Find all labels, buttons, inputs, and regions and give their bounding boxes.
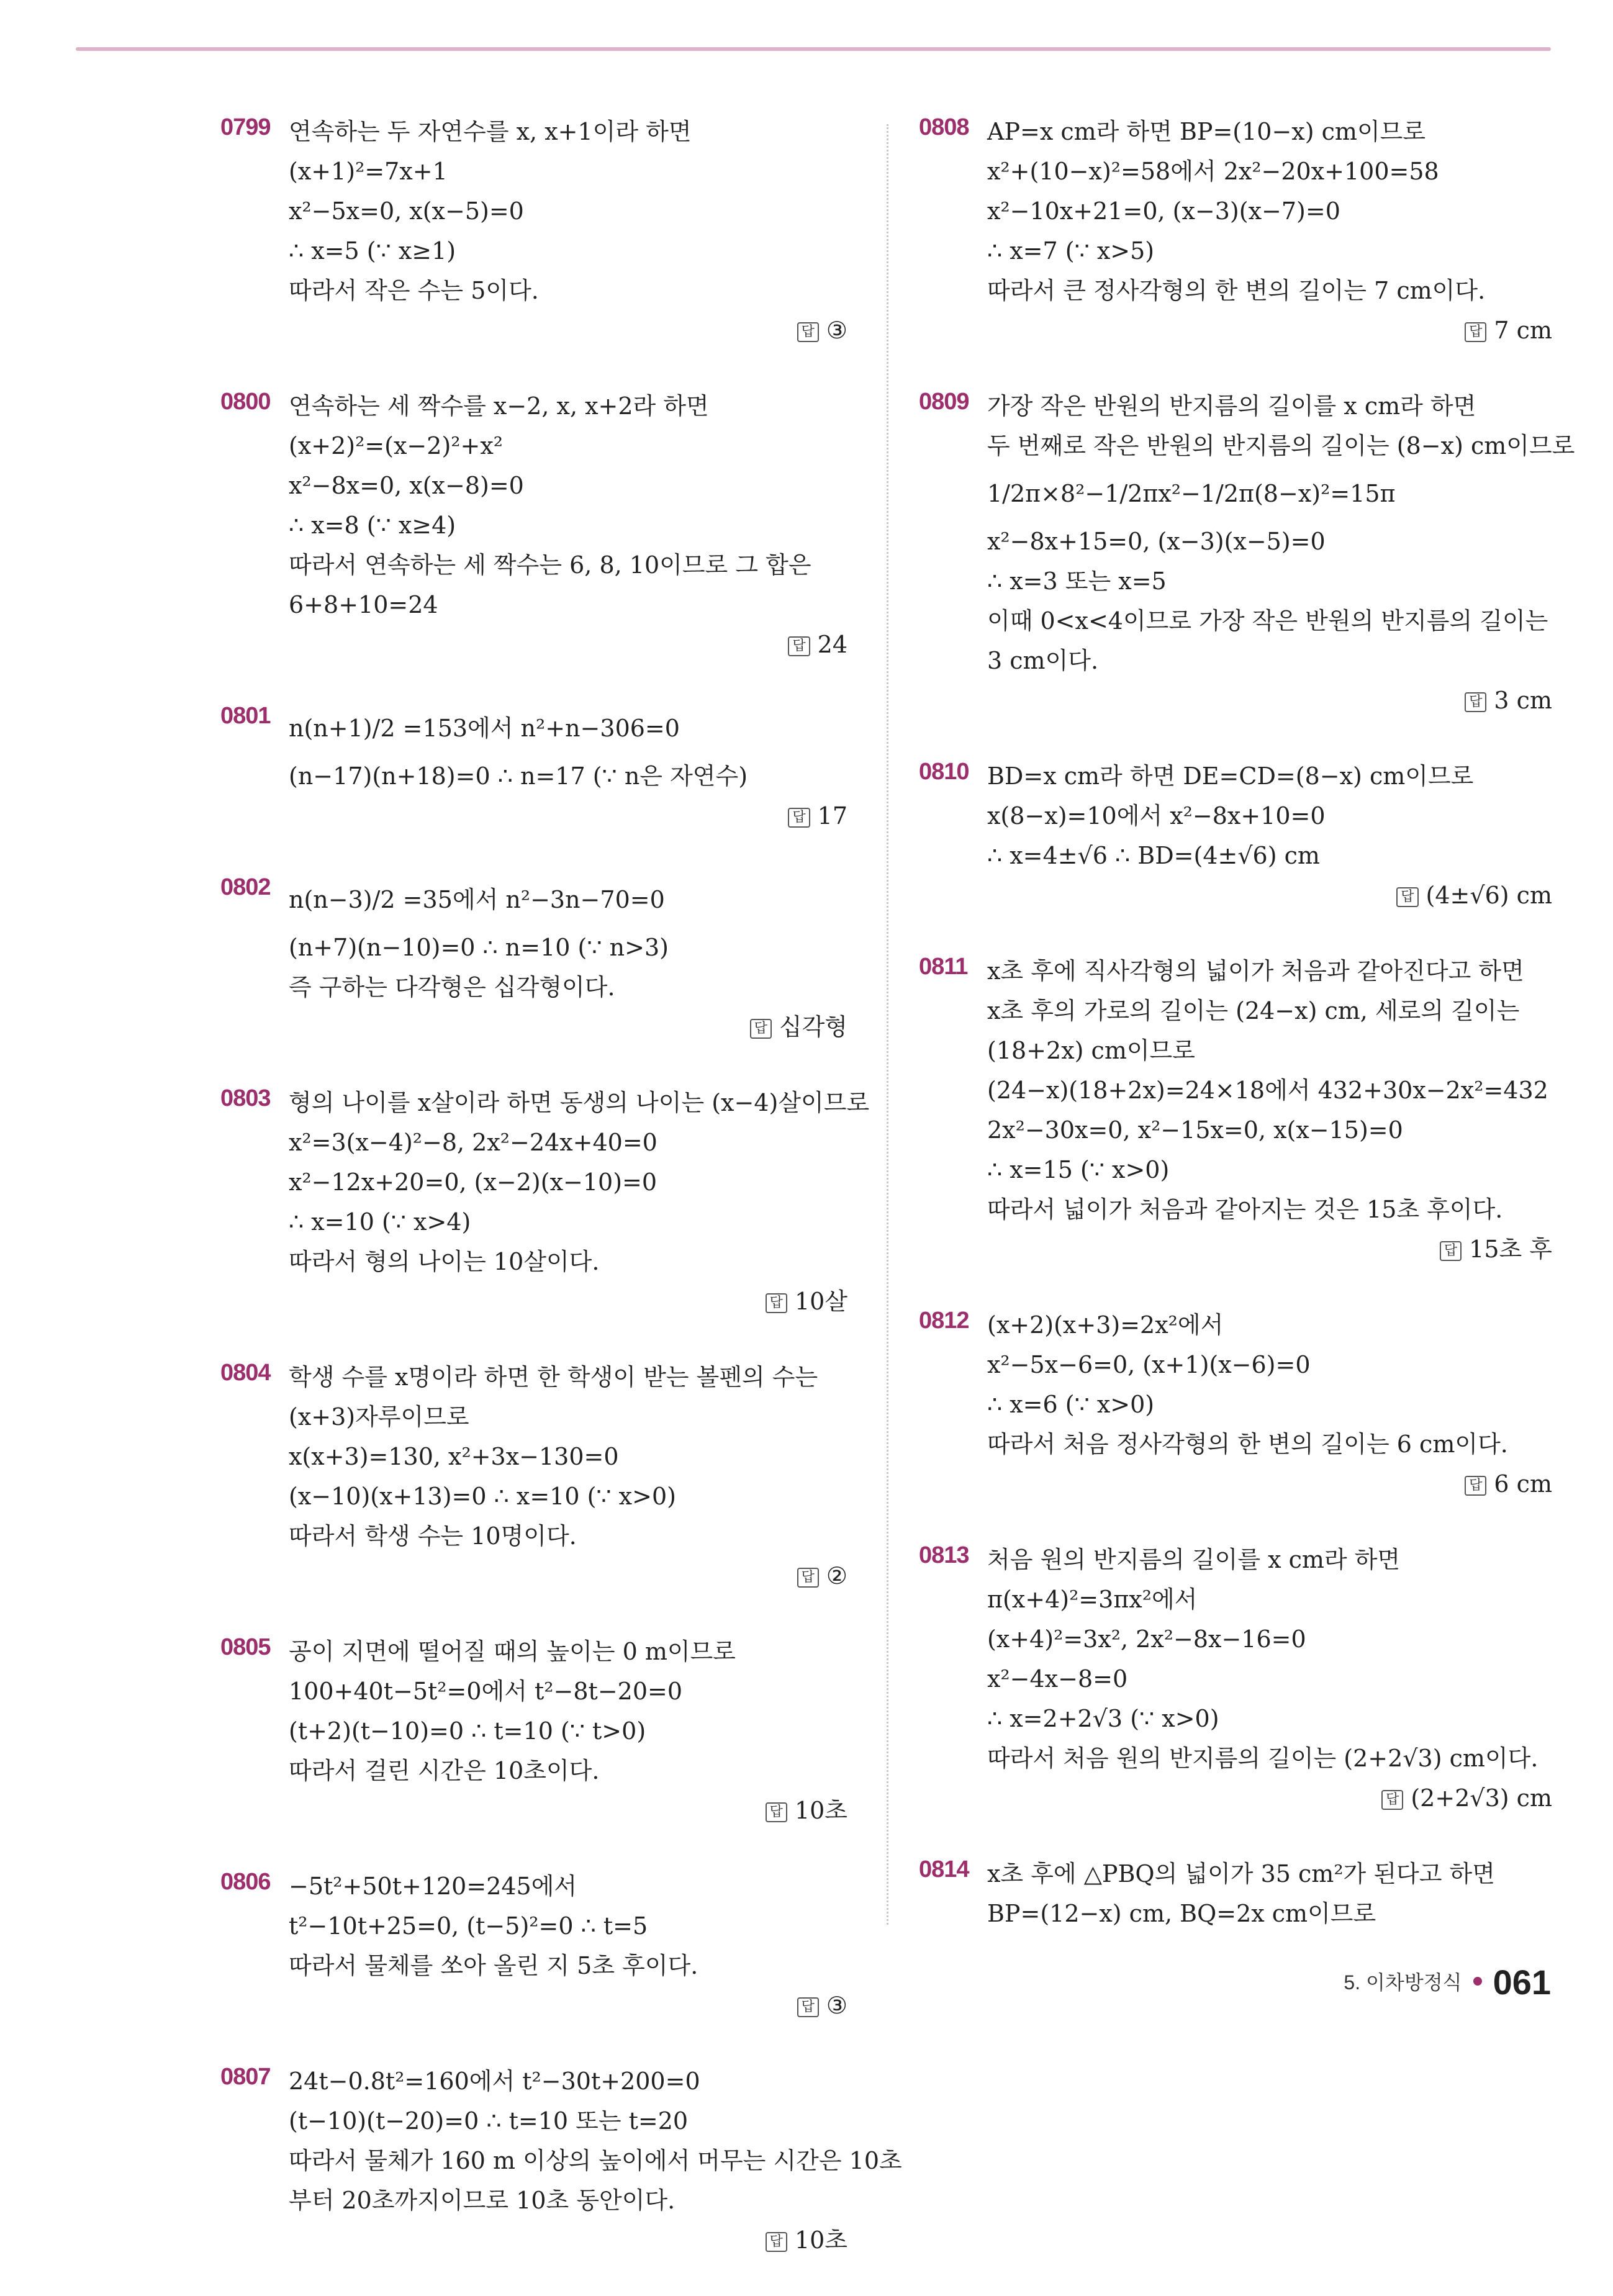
answer (987, 1778, 1552, 1818)
solution-line: 100+40t−5t²=0에서 t²−8t−20=0 (289, 1678, 683, 1705)
solution-line: (x−10)(x+13)=0 ∴ x=10 (∵ x>0) (289, 1483, 676, 1510)
problem-0805 (220, 1632, 847, 1830)
solution-line: (24−x)(18+2x)=24×18에서 432+30x−2x²=432 (987, 1077, 1548, 1104)
answer (289, 2220, 847, 2260)
answer-badge: 답 (797, 1997, 819, 2017)
solution-line: n(n+1)/2 =153에서 n²+n−306=0 (289, 715, 680, 742)
solution-line: 1/2π×8²−1/2πx²−1/2π(8−x)²=15π (987, 480, 1396, 507)
solution-line: −5t²+50t+120=245에서 (289, 1873, 577, 1900)
problem-number: 0804 (220, 1360, 271, 1386)
solution-line: 가장 작은 반원의 반지름의 길이를 x cm라 하면 (987, 392, 1476, 420)
solution-line: 연속하는 두 자연수를 x, x+1이라 하면 (289, 118, 692, 145)
page-number: 061 (1493, 1963, 1551, 2002)
solution-line: ∴ x=10 (∵ x>4) (289, 1208, 471, 1236)
answer (987, 1464, 1552, 1504)
solution-line: 두 번째로 작은 반원의 반지름의 길이는 (8−x) cm이므로 (987, 432, 1575, 459)
top-rule (76, 47, 1551, 51)
problem-0800 (220, 386, 847, 664)
solution-line: BD=x cm라 하면 DE=CD=(8−x) cm이므로 (987, 762, 1474, 790)
problem-number: 0809 (919, 389, 969, 415)
solution-line: 공이 지면에 떨어질 때의 높이는 0 m이므로 (289, 1638, 736, 1665)
answer (289, 310, 847, 350)
answer-badge: 답 (797, 1568, 819, 1588)
solution-line: (n−17)(n+18)=0 ∴ n=17 (∵ n은 자연수) (289, 762, 748, 790)
solution-line: 따라서 물체를 쏘아 올린 지 5초 후이다. (289, 1952, 698, 1979)
answer-value: (2+2√3) cm (1411, 1784, 1552, 1812)
problem-number: 0808 (919, 114, 969, 140)
solution-line: (t−10)(t−20)=0 ∴ t=10 또는 t=20 (289, 2107, 689, 2135)
problem-0809 (919, 386, 1575, 720)
problem-number: 0812 (919, 1308, 969, 1334)
problem-gap (220, 2025, 847, 2061)
solution-line: x²−12x+20=0, (x−2)(x−10)=0 (289, 1168, 657, 1196)
problem-gap (919, 1269, 1552, 1305)
problem-0813 (919, 1540, 1552, 1818)
answer-value: 15초 후 (1469, 1236, 1552, 1263)
answer (987, 875, 1552, 915)
solution-line: (18+2x) cm이므로 (987, 1037, 1195, 1064)
solution-line: x²=3(x−4)²−8, 2x²−24x+40=0 (289, 1129, 657, 1156)
answer-value: 17 (817, 802, 847, 829)
answer-value: 10초 (794, 1797, 847, 1824)
answer-badge: 답 (788, 636, 810, 656)
solution-line: t²−10t+25=0, (t−5)²=0 ∴ t=5 (289, 1912, 648, 1940)
solution-line: 따라서 큰 정사각형의 한 변의 길이는 7 cm이다. (987, 277, 1486, 304)
solution-line: x²−5x−6=0, (x+1)(x−6)=0 (987, 1351, 1311, 1378)
solution-line: 따라서 처음 원의 반지름의 길이는 (2+2√3) cm이다. (987, 1745, 1538, 1772)
problem-gap (220, 1830, 847, 1866)
answer-badge: 답 (1465, 322, 1486, 342)
problem-gap (220, 1321, 847, 1357)
problem-number: 0802 (220, 874, 271, 900)
answer-badge: 답 (1381, 1790, 1403, 1810)
solution-line: n(n−3)/2 =35에서 n²−3n−70=0 (289, 886, 665, 913)
solution-line: AP=x cm라 하면 BP=(10−x) cm이므로 (987, 118, 1426, 145)
problem-number: 0803 (220, 1085, 271, 1111)
solution-line: 따라서 연속하는 세 짝수는 6, 8, 10이므로 그 합은 (289, 551, 811, 579)
answer (289, 796, 847, 836)
problem-gap (919, 350, 1552, 386)
answer (289, 1556, 847, 1596)
solution-line: (x+3)자루이므로 (289, 1403, 469, 1430)
solution-line: 따라서 넓이가 처음과 같아지는 것은 15초 후이다. (987, 1196, 1503, 1223)
answer-badge: 답 (766, 1802, 787, 1822)
solution-line: x(x+3)=130, x²+3x−130=0 (289, 1443, 619, 1470)
problem-number: 0810 (919, 759, 969, 785)
solution-line: 따라서 물체가 160 m 이상의 높이에서 머무는 시간은 10초 (289, 2147, 902, 2174)
solution-line: x²−5x=0, x(x−5)=0 (289, 197, 524, 225)
solution-line: ∴ x=8 (∵ x≥4) (289, 512, 456, 539)
solution-line: (x+2)(x+3)=2x²에서 (987, 1311, 1224, 1339)
problem-number: 0807 (220, 2064, 271, 2090)
problem-gap (220, 836, 847, 872)
problem-gap (220, 664, 847, 700)
answer (987, 680, 1552, 720)
column-divider (887, 124, 888, 1925)
problem-gap (919, 720, 1552, 756)
answer-badge: 답 (766, 1293, 787, 1313)
solution-line: (x+2)²=(x−2)²+x² (289, 432, 504, 459)
problem-number: 0800 (220, 389, 271, 415)
solution-line: (t+2)(t−10)=0 ∴ t=10 (∵ t>0) (289, 1717, 646, 1745)
problem-gap (220, 1047, 847, 1083)
problem-number: 0801 (220, 703, 271, 729)
answer (289, 1007, 847, 1047)
problem-gap (919, 1504, 1552, 1540)
answer-value: ③ (826, 317, 847, 344)
solution-line: ∴ x=4±√6 ∴ BD=(4±√6) cm (987, 842, 1320, 869)
solution-line: 2x²−30x=0, x²−15x=0, x(x−15)=0 (987, 1116, 1403, 1144)
answer-badge: 답 (750, 1019, 772, 1039)
solution-line: ∴ x=6 (∵ x>0) (987, 1391, 1155, 1418)
problem-0811 (919, 951, 1552, 1269)
solution-line: ∴ x=3 또는 x=5 (987, 567, 1167, 595)
answer-value: 3 cm (1494, 687, 1552, 714)
answer-value: ② (826, 1562, 847, 1589)
answer (289, 1986, 847, 2025)
solution-line: x²−8x=0, x(x−8)=0 (289, 472, 524, 499)
answer-badge: 답 (1440, 1241, 1462, 1261)
problem-0804 (220, 1357, 847, 1596)
solution-line: 이때 0<x<4이므로 가장 작은 반원의 반지름의 길이는 (987, 607, 1548, 635)
solution-line: ∴ x=7 (∵ x>5) (987, 237, 1155, 264)
solution-line: x초 후의 가로의 길이는 (24−x) cm, 세로의 길이는 (987, 997, 1520, 1024)
answer-value: 10살 (794, 1288, 847, 1315)
solution-line: x²−4x−8=0 (987, 1665, 1128, 1693)
problem-number: 0799 (220, 114, 271, 140)
answer (289, 1791, 847, 1830)
problem-gap (919, 915, 1552, 951)
answer-value: 24 (817, 631, 847, 658)
solution-line: x²−10x+21=0, (x−3)(x−7)=0 (987, 197, 1340, 225)
problem-0801 (220, 700, 847, 836)
problem-0802 (220, 872, 847, 1047)
solution-line: 부터 20초까지이므로 10초 동안이다. (289, 2187, 675, 2214)
problem-number: 0806 (220, 1869, 271, 1895)
answer-value: 7 cm (1494, 317, 1552, 344)
problem-0807 (220, 2061, 902, 2260)
solution-line: x초 후에 △PBQ의 넓이가 35 cm²가 된다고 하면 (987, 1860, 1495, 1887)
solution-line: 형의 나이를 x살이라 하면 동생의 나이는 (x−4)살이므로 (289, 1089, 870, 1116)
solution-line: 6+8+10=24 (289, 591, 438, 618)
solution-line: (x+4)²=3x², 2x²−8x−16=0 (987, 1625, 1306, 1653)
page-footer (1344, 1962, 1551, 2002)
solution-line: 따라서 작은 수는 5이다. (289, 277, 539, 304)
problem-gap (919, 1818, 1552, 1854)
answer-value: 십각형 (779, 1013, 847, 1041)
problem-number: 0811 (919, 954, 968, 980)
problem-gap (220, 1596, 847, 1632)
problem-0799 (220, 112, 847, 350)
solution-line: x초 후에 직사각형의 넓이가 처음과 같아진다고 하면 (987, 957, 1524, 985)
problem-0803 (220, 1083, 870, 1321)
answer-value: (4±√6) cm (1425, 882, 1552, 909)
solution-line: ∴ x=15 (∵ x>0) (987, 1156, 1170, 1183)
answer-badge: 답 (1465, 692, 1486, 712)
answer (289, 625, 847, 664)
answer-badge: 답 (797, 322, 819, 342)
solution-line: 따라서 형의 나이는 10살이다. (289, 1248, 600, 1275)
solution-line: 24t−0.8t²=160에서 t²−30t+200=0 (289, 2068, 700, 2095)
problem-gap (220, 2260, 847, 2296)
solution-line: x(8−x)=10에서 x²−8x+10=0 (987, 802, 1326, 829)
solution-line: 따라서 학생 수는 10명이다. (289, 1522, 577, 1550)
solution-line: BP=(12−x) cm, BQ=2x cm이므로 (987, 1900, 1376, 1927)
answer-value: 6 cm (1494, 1470, 1552, 1498)
answer-value: 10초 (794, 2226, 847, 2254)
footer-dot (1473, 1977, 1482, 1986)
problem-0812 (919, 1305, 1552, 1504)
problem-0814 (919, 1854, 1552, 1933)
answer-badge: 답 (766, 2232, 787, 2252)
solution-line: (x+1)²=7x+1 (289, 158, 448, 185)
solution-line: 따라서 처음 정사각형의 한 변의 길이는 6 cm이다. (987, 1430, 1508, 1458)
answer-badge: 답 (1465, 1476, 1486, 1496)
solution-line: ∴ x=5 (∵ x≥1) (289, 237, 456, 264)
problem-gap (220, 350, 847, 386)
problem-0810 (919, 756, 1552, 915)
solution-line: (n+7)(n−10)=0 ∴ n=10 (∵ n>3) (289, 934, 669, 961)
problem-0806 (220, 1866, 847, 2025)
solution-line: 3 cm이다. (987, 647, 1099, 674)
problem-0808 (919, 112, 1552, 350)
answer-badge: 답 (788, 808, 810, 828)
chapter-title: 5. 이차방정식 (1344, 1971, 1462, 1994)
right-column (919, 112, 1575, 1969)
solution-line: 따라서 걸린 시간은 10초이다. (289, 1757, 600, 1784)
solution-line: 즉 구하는 다각형은 십각형이다. (289, 974, 615, 1001)
answer-value: ③ (826, 1992, 847, 2019)
problem-number: 0805 (220, 1634, 271, 1660)
solution-line: 학생 수를 x명이라 하면 한 학생이 받는 볼펜의 수는 (289, 1363, 818, 1391)
problem-number: 0813 (919, 1542, 969, 1568)
solution-line: 연속하는 세 짝수를 x−2, x, x+2라 하면 (289, 392, 709, 420)
answer (987, 310, 1552, 350)
problem-number: 0814 (919, 1856, 969, 1882)
left-column (220, 112, 902, 2296)
answer-badge: 답 (1396, 887, 1418, 907)
solution-line: 처음 원의 반지름의 길이를 x cm라 하면 (987, 1546, 1401, 1573)
solution-line: x²+(10−x)²=58에서 2x²−20x+100=58 (987, 158, 1439, 185)
answer (987, 1229, 1552, 1269)
solution-line: x²−8x+15=0, (x−3)(x−5)=0 (987, 528, 1326, 555)
solution-line: π(x+4)²=3πx²에서 (987, 1586, 1198, 1613)
answer (289, 1281, 847, 1321)
solution-line: ∴ x=2+2√3 (∵ x>0) (987, 1705, 1219, 1732)
